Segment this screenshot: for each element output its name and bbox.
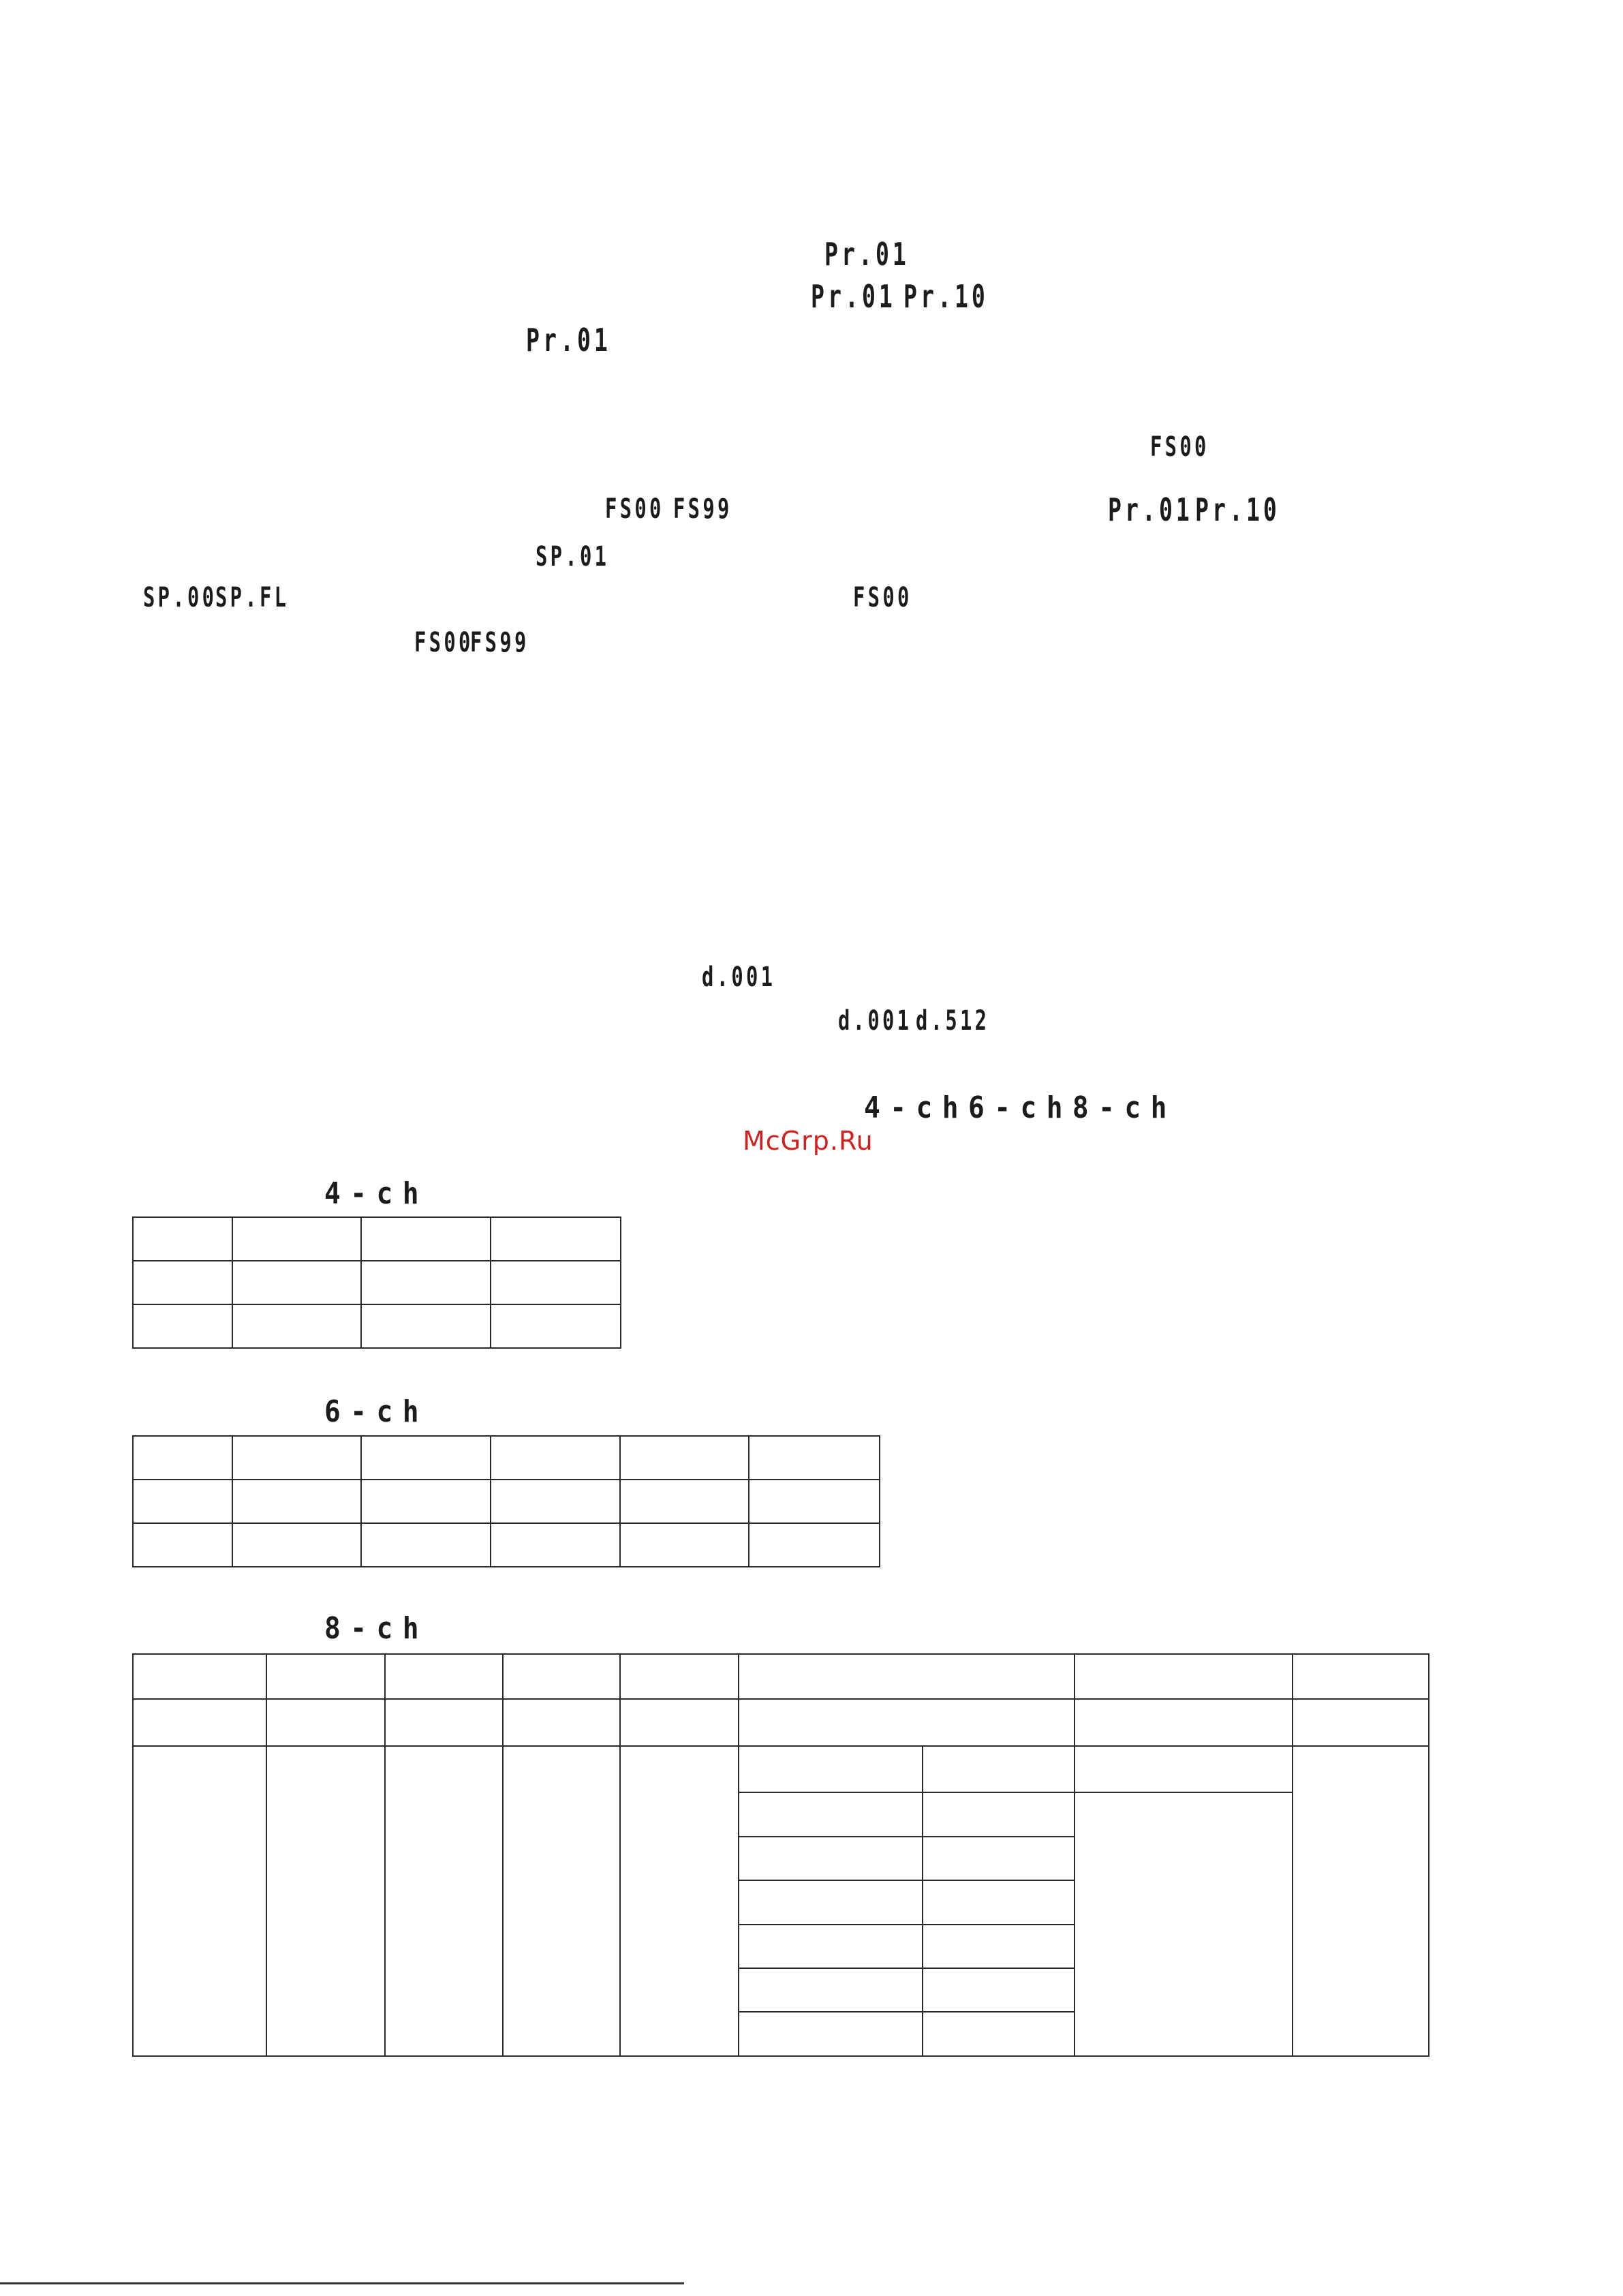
table-cell [491,1436,620,1480]
table-cell [749,1480,880,1523]
table-cell [491,1480,620,1523]
table-cell [232,1217,361,1261]
table-row [133,1480,880,1523]
table-cell [361,1523,491,1567]
step-code-sp00: SP.00 [143,582,217,613]
table-cell [361,1304,490,1348]
table-row [133,1654,1429,1699]
step-code-spfl: SP.FL [215,582,290,613]
table-cell [503,1746,620,2056]
table-cell [1293,1746,1429,2056]
table-cell [923,1925,1075,1968]
table-label-4ch: 4-ch [324,1176,429,1211]
table-cell [385,1746,504,2056]
table-row [133,1261,621,1304]
table-cell [266,1699,385,1745]
table-row [133,1304,621,1348]
table-row [133,1436,880,1480]
table-6ch [132,1435,880,1567]
table-cell [232,1304,361,1348]
function-code-fs00: FS00 [853,582,912,613]
table-cell [739,2012,923,2056]
dmx-address-d512: d.512 [916,1005,990,1037]
table-cell [620,1654,739,1699]
table-cell [361,1436,491,1480]
table-cell [739,1699,1075,1745]
table-cell [266,1746,385,2056]
watermark: McGrp.Ru [743,1126,874,1156]
dmx-address-d001: d.001 [702,962,776,993]
footer-divider [0,2282,684,2284]
table-cell [739,1837,923,1880]
table-cell [361,1217,490,1261]
table-cell [133,1523,232,1567]
parameter-code-pr01: Pr.01 [1108,491,1193,528]
table-cell [620,1480,749,1523]
table-label-8ch: 8-ch [324,1611,429,1646]
table-cell [232,1480,362,1523]
table-cell [620,1699,739,1745]
table-cell [923,1746,1075,1792]
table-cell [232,1436,362,1480]
table-cell [361,1480,491,1523]
table-cell [739,1968,923,2012]
table-cell [739,1925,923,1968]
table-cell [923,1968,1075,2012]
parameter-code-pr01: Pr.01 [526,322,611,358]
table-cell [1075,1654,1293,1699]
table-cell [1293,1654,1429,1699]
parameter-code-pr01: Pr.01 [811,278,896,315]
table-cell [133,1654,266,1699]
table-cell [739,1792,923,1836]
table-cell [1293,1699,1429,1745]
table-cell [923,2012,1075,2056]
function-code-fs00: FS00 [605,493,664,525]
table-4ch [132,1216,621,1349]
table-cell [133,1261,232,1304]
table-cell [739,1746,923,1792]
table-cell [385,1699,504,1745]
table-row [133,1217,621,1261]
table-label-6ch: 6-ch [324,1394,429,1429]
step-code-sp01: SP.01 [536,541,610,572]
table-cell [232,1523,362,1567]
table-cell [923,1880,1075,1924]
function-code-fs00: FS00 [1150,431,1209,463]
table-cell [133,1699,266,1745]
table-cell [491,1261,621,1304]
table-cell [491,1523,620,1567]
table-cell [1075,1699,1293,1745]
table-cell [620,1746,739,2056]
table-cell [620,1523,749,1567]
dmx-address-d001: d.001 [838,1005,912,1037]
table-cell [133,1480,232,1523]
table-cell [503,1654,620,1699]
parameter-code-pr10: Pr.10 [903,278,989,315]
function-code-fs99: FS99 [470,627,529,658]
table-row [133,1746,1429,1792]
table-cell [739,1880,923,1924]
table-cell [133,1304,232,1348]
table-cell [266,1654,385,1699]
table-row [133,1699,1429,1745]
parameter-code-pr01: Pr.01 [824,236,910,273]
table-cell [503,1699,620,1745]
table-cell [739,1654,1075,1699]
table-cell [133,1217,232,1261]
table-cell [620,1436,749,1480]
channel-modes: 4-ch6-ch8-ch [864,1090,1177,1125]
table-cell [923,1792,1075,1836]
table-row [133,1523,880,1567]
table-cell [1075,1792,1293,2056]
table-cell [491,1304,621,1348]
table-cell [232,1261,361,1304]
function-code-fs99: FS99 [673,493,732,525]
table-cell [361,1261,490,1304]
table-cell [749,1523,880,1567]
table-cell [133,1436,232,1480]
table-cell [1075,1746,1293,1792]
parameter-code-pr10: Pr.10 [1195,491,1280,528]
table-cell [749,1436,880,1480]
function-code-fs00: FS00 [414,627,474,658]
table-cell [385,1654,504,1699]
table-cell [491,1217,621,1261]
table-cell [133,1746,266,2056]
table-cell [923,1837,1075,1880]
table-8ch [132,1653,1429,2057]
